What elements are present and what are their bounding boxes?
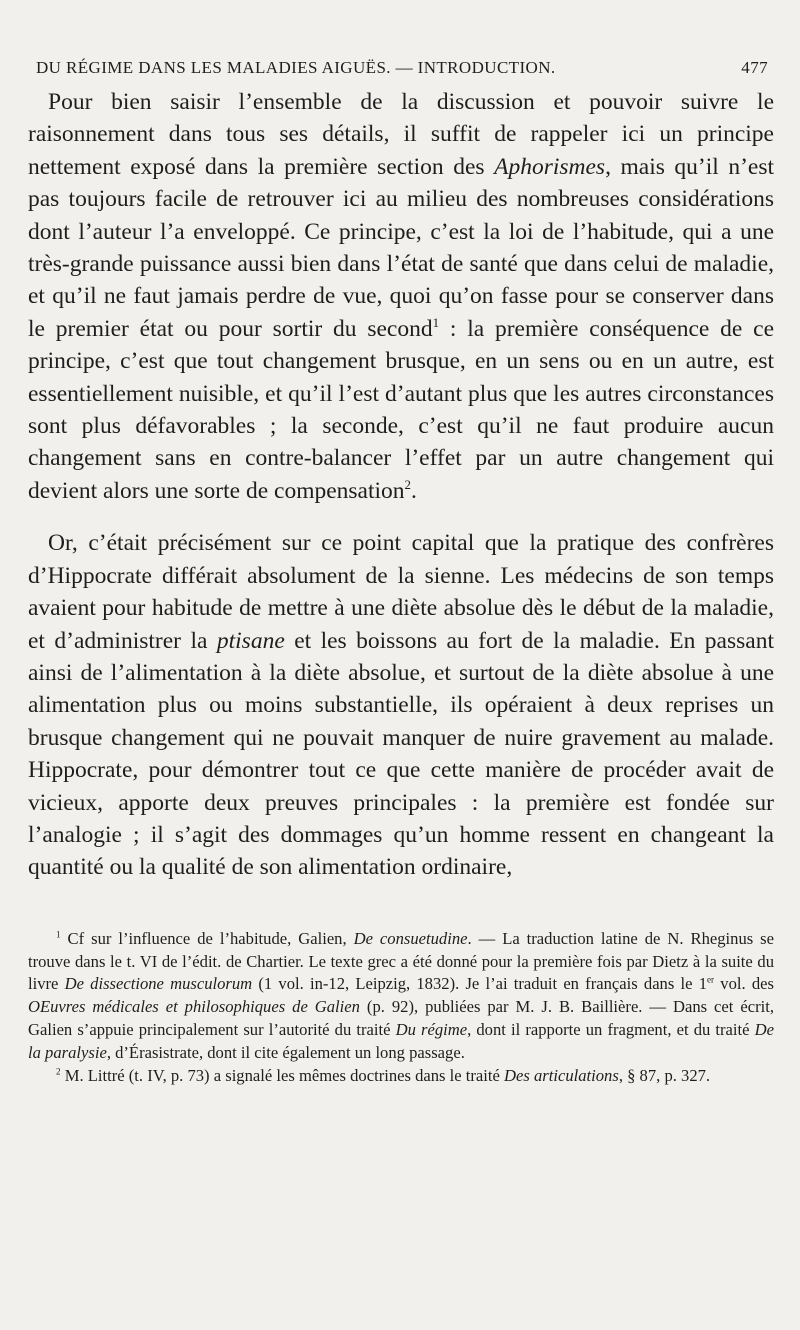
work-title-aphorismes: Aphorismes bbox=[494, 153, 606, 180]
body-text bbox=[28, 86, 774, 884]
footnote-1-title-consuetudine: De consuetudine bbox=[353, 928, 468, 948]
paragraph-1-text-b: , mais qu’il n’est pas toujours facile de retrouver ici au milieu des nombreuses considérations dont l’auteur l’a enveloppé. Ce principe, c’est la loi de l’habitude, qui a une très-grande puissance aussi bien dans l’état de santé que dans celui de maladie, et qu’il ne faut jamais perdre de vue, quoi qu’on fasse pour se conserver dans le premier état ou pour sortir du second bbox=[28, 153, 775, 342]
running-head bbox=[28, 58, 774, 78]
footnote-2-title-articulations: Des articulations bbox=[504, 1065, 619, 1085]
running-head-title: DU RÉGIME DANS LES MALADIES AIGUËS. — INTRODUCTION. bbox=[36, 58, 556, 77]
paragraph-2 bbox=[28, 527, 774, 883]
footnote-1-text-b: . — La traduction latine de N. Rheginus se trouve dans le t. VI de l’édit. de Chartier. Le texte grec a été donné pour la première fois par Dietz à la suite du livre bbox=[28, 928, 774, 994]
footnote-1-title-regime: Du régime bbox=[395, 1019, 468, 1039]
footnote-1-title-dissectione: De dissectione musculorum bbox=[64, 974, 253, 994]
footnote-1-ordinal: er bbox=[707, 974, 715, 985]
footnote-1-marker: 1 bbox=[56, 929, 61, 940]
footnote-2-text-b: , § 87, p. 327. bbox=[618, 1065, 711, 1085]
paragraph-1-text-d: . bbox=[411, 477, 417, 504]
page-number: 477 bbox=[741, 58, 768, 77]
footnote-1-text-c: (1 vol. in-12, Leipzig, 1832). Je l’ai traduit en français dans le 1 bbox=[252, 974, 707, 994]
paragraph-1-text-c: : la première conséquence de ce principe, c’est que tout changement brusque, en un sens ou en un autre, est essentiellement nuisible, et qu’il l’est d’autant plus que les autres circonstances sont plus défavorables ; la seconde, c’est qu’il ne faut produire aucun changement sans en contre-balancer l’effet par un autre changement qui devient alors une sorte de compensation bbox=[28, 315, 775, 504]
paragraph-1-text-a: Pour bien saisir l’ensemble de la discussion et pouvoir suivre le raisonnement dans tous ses détails, il suffit de rappeler ici un principe nettement exposé dans la première section des bbox=[28, 89, 774, 180]
footnote-1 bbox=[28, 928, 774, 1065]
footnote-1-text-f: , dont il rapporte un fragment, et du traité bbox=[467, 1019, 755, 1039]
footnotes bbox=[28, 928, 774, 1088]
paragraph-2-text-a: Or, c’était précisément sur ce point capital que la pratique des confrères d’Hippocrate différait absolument de la sienne. Les médecins de son temps avaient pour habitude de mettre à une diète absolue dès le début de la maladie, et d’administrer la bbox=[28, 530, 774, 654]
footnote-1-text-g: , d’Érasistrate, dont il cite également un long passage. bbox=[106, 1042, 465, 1062]
term-ptisane: ptisane bbox=[216, 627, 285, 654]
footnote-2-marker: 2 bbox=[56, 1066, 61, 1076]
footnote-1-text-d: vol. des bbox=[714, 974, 774, 994]
footnote-ref-2: 2 bbox=[404, 477, 411, 493]
paragraph-2-text-b: et les boissons au fort de la maladie. En passant ainsi de l’alimentation à la diète absolue, et surtout de la diète absolue à une alimentation plus ou moins substantielle, ils opéraient à deux reprises un brusque changement qui ne pouvait manquer de nuire gravement au malade. Hippocrate, pour démontrer tout ce que cette manière de procéder avait de vicieux, apporte deux preuves principales : la première est fondée sur l’analogie ; il s’agit des dommages qu’un homme ressent en changeant la quantité ou la qualité de son alimentation ordinaire, bbox=[28, 627, 774, 881]
footnote-1-text-a: Cf sur l’influence de l’habitude, Galien, bbox=[60, 928, 354, 948]
footnote-1-text-e: (p. 92), publiées par M. J. B. Baillière. — Dans cet écrit, Galien s’appuie principalement sur l’autorité du traité bbox=[28, 997, 774, 1039]
footnote-2-text-a: M. Littré (t. IV, p. 73) a signalé les mêmes doctrines dans le traité bbox=[60, 1065, 505, 1085]
paragraph-1 bbox=[28, 86, 774, 507]
footnote-2 bbox=[28, 1065, 774, 1088]
footnote-1-title-oeuvres: OEuvres médicales et philosophiques de Galien bbox=[28, 997, 360, 1017]
footnote-1-title-paralysie: De la paralysie bbox=[28, 1019, 774, 1062]
footnote-ref-1: 1 bbox=[432, 315, 440, 331]
